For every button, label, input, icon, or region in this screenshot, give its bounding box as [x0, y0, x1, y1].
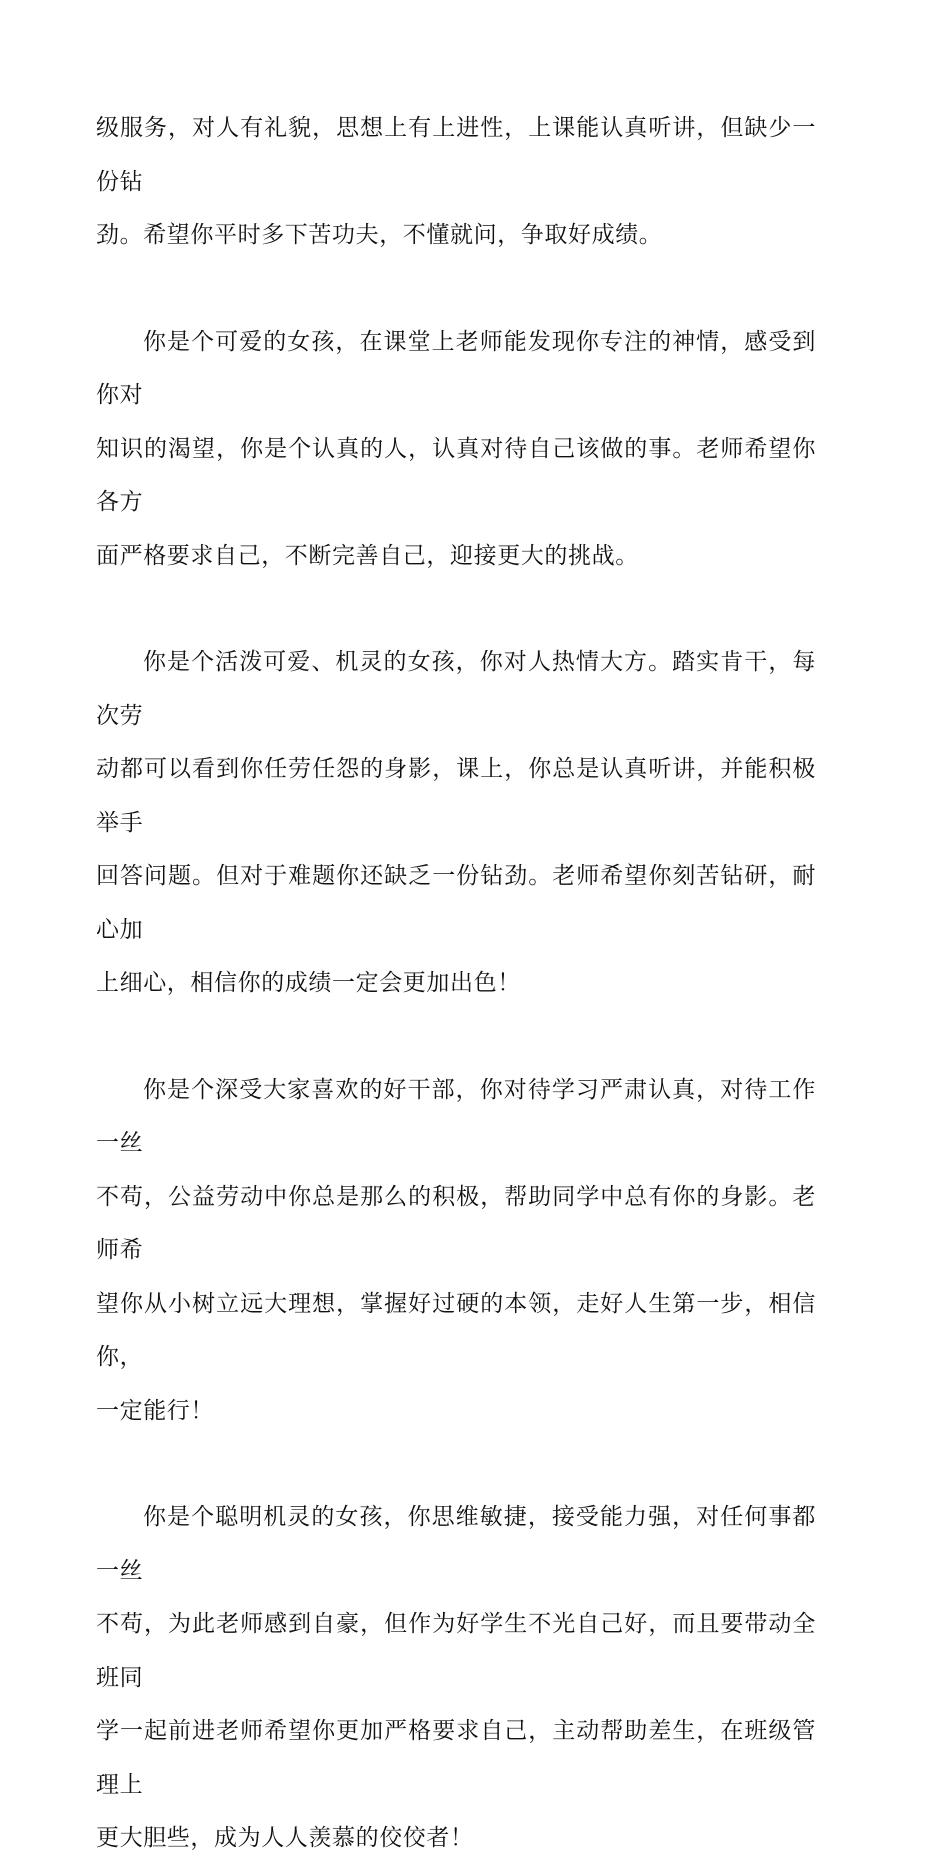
paragraph-line: 不苟，为此老师感到自豪，但作为好学生不光自己好，而且要带动全班同: [96, 1611, 816, 1691]
paragraph-gap: [96, 263, 816, 316]
paragraph-line: 上细心，相信你的成绩一定会更加出色！: [96, 970, 521, 996]
paragraph-line: 你是个聪明机灵的女孩，你思维敏捷，接受能力强，对任何事都一丝: [96, 1504, 816, 1584]
paragraph-5: [96, 1491, 816, 1866]
paragraph-line: 劲。希望你平时多下苦功夫，不懂就问，争取好成绩。: [96, 222, 663, 248]
paragraph-line: 一定能行！: [96, 1397, 214, 1424]
paragraph-line: 学一起前进老师希望你更加严格要求自己，主动帮助差生，在班级管理上: [96, 1718, 816, 1798]
paragraph-gap: [96, 1011, 816, 1064]
paragraph-2: [96, 316, 816, 584]
paragraph-line: 望你从小树立远大理想，掌握好过硬的本领，走好人生第一步，相信你，: [96, 1290, 816, 1370]
paragraph-line: 你是个活泼可爱、机灵的女孩，你对人热情大方。踏实肯干，每次劳: [96, 649, 816, 729]
paragraph-line: 更大胆些，成为人人羡慕的佼佼者！: [96, 1825, 474, 1851]
paragraph-gap: [96, 1438, 816, 1491]
paragraph-1: [96, 102, 816, 263]
paragraph-line: 动都可以看到你任劳任怨的身影，课上，你总是认真听讲，并能积极举手: [96, 756, 816, 836]
paragraph-line: 级服务，对人有礼貌，思想上有上进性，上课能认真听讲，但缺少一份钻: [96, 115, 816, 195]
document-page: [96, 102, 816, 1866]
paragraph-line: 知识的渴望，你是个认真的人，认真对待自己该做的事。老师希望你各方: [96, 435, 816, 515]
paragraph-gap: [96, 583, 816, 636]
paragraph-3: [96, 636, 816, 1011]
paragraph-line: 面严格要求自己，不断完善自己，迎接更大的挑战。: [96, 542, 639, 569]
paragraph-4: [96, 1064, 816, 1439]
paragraph-line: 不苟，公益劳动中你总是那么的积极，帮助同学中总有你的身影。老师希: [96, 1183, 816, 1263]
paragraph-line: 你是个可爱的女孩，在课堂上老师能发现你专注的神情，感受到你对: [96, 328, 816, 408]
paragraph-line: 回答问题。但对于难题你还缺乏一份钻劲。老师希望你刻苦钻研，耐心加: [96, 863, 816, 943]
paragraph-line: 你是个深受大家喜欢的好干部，你对待学习严肃认真，对待工作一丝: [96, 1076, 816, 1156]
